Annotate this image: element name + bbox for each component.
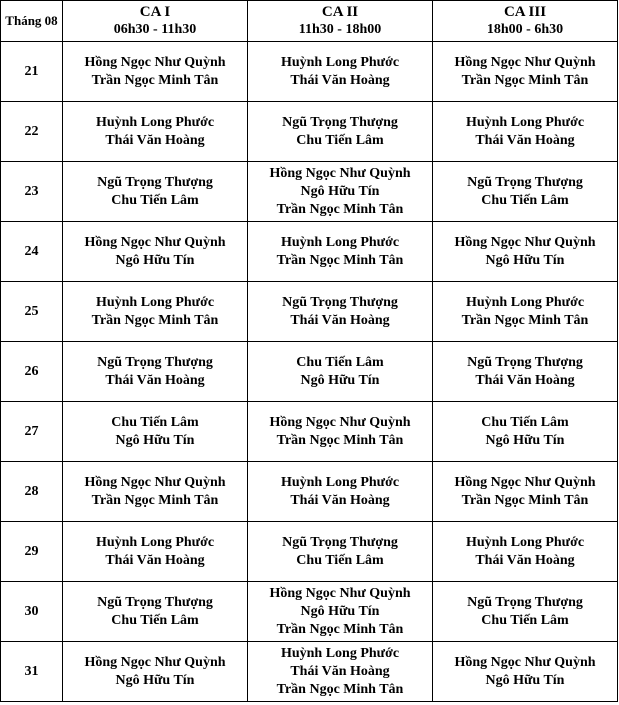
- day-cell: 24: [1, 222, 63, 282]
- shift-name: CA I: [139, 4, 171, 20]
- staff-name: Hồng Ngọc Như Quỳnh: [269, 585, 411, 601]
- staff-name: Thái Văn Hoàng: [290, 72, 390, 88]
- shift-cell: [248, 42, 433, 102]
- staff-name: Ngũ Trọng Thượng: [282, 534, 398, 550]
- table-row: [1, 582, 618, 642]
- staff-name: Trần Ngọc Minh Tân: [276, 201, 404, 217]
- table-row: [1, 102, 618, 162]
- staff-name: Hồng Ngọc Như Quỳnh: [269, 165, 411, 181]
- table-row: [1, 462, 618, 522]
- day-cell: 26: [1, 342, 63, 402]
- staff-name: Thái Văn Hoàng: [105, 132, 205, 148]
- staff-name: Chu Tiến Lâm: [296, 132, 384, 148]
- day-cell: 25: [1, 282, 63, 342]
- table-body: [1, 42, 618, 702]
- shift-cell: [63, 282, 248, 342]
- shift-cell: [248, 462, 433, 522]
- shift-cell: [63, 222, 248, 282]
- day-cell: 29: [1, 522, 63, 582]
- table-row: [1, 42, 618, 102]
- table-row: [1, 402, 618, 462]
- shift-cell: [63, 42, 248, 102]
- staff-name: Ngô Hữu Tín: [485, 672, 565, 688]
- staff-name: Huỳnh Long Phước: [465, 114, 585, 130]
- staff-name: Chu Tiến Lâm: [111, 192, 199, 208]
- staff-name: Trần Ngọc Minh Tân: [276, 681, 404, 697]
- shift-cell: [433, 222, 618, 282]
- shift-cell: [248, 102, 433, 162]
- staff-name: Ngũ Trọng Thượng: [282, 294, 398, 310]
- staff-name: Chu Tiến Lâm: [481, 612, 569, 628]
- table-row: [1, 642, 618, 702]
- staff-name: Hồng Ngọc Như Quỳnh: [454, 654, 596, 670]
- shift-cell: [433, 522, 618, 582]
- staff-name: Ngũ Trọng Thượng: [97, 354, 213, 370]
- staff-name: Trần Ngọc Minh Tân: [461, 492, 589, 508]
- shift-name: CA III: [503, 4, 547, 20]
- shift-time: 06h30 - 11h30: [113, 22, 197, 37]
- staff-name: Hồng Ngọc Như Quỳnh: [454, 234, 596, 250]
- shift-cell: [248, 282, 433, 342]
- day-cell: 23: [1, 162, 63, 222]
- day-cell: 27: [1, 402, 63, 462]
- shift-cell: [433, 102, 618, 162]
- staff-name: Huỳnh Long Phước: [280, 645, 400, 661]
- staff-name: Hồng Ngọc Như Quỳnh: [84, 474, 226, 490]
- shift-cell: [63, 462, 248, 522]
- staff-name: Chu Tiến Lâm: [481, 414, 569, 430]
- shift-cell: [433, 162, 618, 222]
- staff-name: Thái Văn Hoàng: [475, 132, 575, 148]
- shift-cell: [248, 222, 433, 282]
- staff-name: Huỳnh Long Phước: [95, 114, 215, 130]
- table-row: [1, 522, 618, 582]
- shift-cell: [63, 402, 248, 462]
- staff-name: Trần Ngọc Minh Tân: [461, 72, 589, 88]
- shift-cell: [433, 582, 618, 642]
- shift-cell: [433, 642, 618, 702]
- staff-name: Huỳnh Long Phước: [465, 534, 585, 550]
- shift-header-3: [433, 1, 618, 42]
- day-cell: 21: [1, 42, 63, 102]
- staff-name: Ngô Hữu Tín: [115, 672, 195, 688]
- shift-cell: [63, 642, 248, 702]
- staff-name: Trần Ngọc Minh Tân: [91, 72, 219, 88]
- staff-name: Thái Văn Hoàng: [290, 312, 390, 328]
- shift-cell: [248, 642, 433, 702]
- staff-name: Ngô Hữu Tín: [485, 432, 565, 448]
- table-row: [1, 342, 618, 402]
- shift-time: 18h00 - 6h30: [486, 22, 564, 37]
- shift-cell: [248, 522, 433, 582]
- staff-name: Thái Văn Hoàng: [290, 492, 390, 508]
- shift-cell: [63, 162, 248, 222]
- shift-cell: [248, 402, 433, 462]
- staff-name: Trần Ngọc Minh Tân: [276, 252, 404, 268]
- staff-name: Thái Văn Hoàng: [105, 552, 205, 568]
- day-cell: 22: [1, 102, 63, 162]
- staff-name: Huỳnh Long Phước: [280, 54, 400, 70]
- staff-name: Huỳnh Long Phước: [280, 234, 400, 250]
- staff-name: Trần Ngọc Minh Tân: [91, 312, 219, 328]
- staff-name: Thái Văn Hoàng: [290, 663, 390, 679]
- day-cell: 31: [1, 642, 63, 702]
- staff-name: Chu Tiến Lâm: [481, 192, 569, 208]
- shift-cell: [248, 162, 433, 222]
- shift-name: CA II: [321, 4, 359, 20]
- table-row: [1, 162, 618, 222]
- staff-name: Ngũ Trọng Thượng: [97, 174, 213, 190]
- shift-cell: [433, 402, 618, 462]
- shift-cell: [63, 582, 248, 642]
- shift-cell: [248, 582, 433, 642]
- shift-cell: [433, 42, 618, 102]
- shift-cell: [63, 342, 248, 402]
- staff-name: Hồng Ngọc Như Quỳnh: [84, 654, 226, 670]
- staff-name: Hồng Ngọc Như Quỳnh: [454, 54, 596, 70]
- staff-name: Ngũ Trọng Thượng: [282, 114, 398, 130]
- staff-name: Huỳnh Long Phước: [95, 294, 215, 310]
- staff-name: Hồng Ngọc Như Quỳnh: [84, 234, 226, 250]
- staff-name: Chu Tiến Lâm: [111, 612, 199, 628]
- day-cell: 30: [1, 582, 63, 642]
- staff-name: Thái Văn Hoàng: [105, 372, 205, 388]
- staff-name: Chu Tiến Lâm: [296, 552, 384, 568]
- shift-time: 11h30 - 18h00: [298, 22, 382, 37]
- table-header: [1, 1, 618, 42]
- staff-name: Ngô Hữu Tín: [300, 372, 380, 388]
- staff-name: Huỳnh Long Phước: [465, 294, 585, 310]
- shift-cell: [433, 462, 618, 522]
- staff-name: Huỳnh Long Phước: [280, 474, 400, 490]
- staff-name: Chu Tiến Lâm: [296, 354, 384, 370]
- day-cell: 28: [1, 462, 63, 522]
- shift-cell: [63, 102, 248, 162]
- staff-name: Hồng Ngọc Như Quỳnh: [84, 54, 226, 70]
- staff-name: Trần Ngọc Minh Tân: [276, 621, 404, 637]
- staff-name: Ngũ Trọng Thượng: [467, 354, 583, 370]
- staff-name: Trần Ngọc Minh Tân: [461, 312, 589, 328]
- staff-name: Trần Ngọc Minh Tân: [91, 492, 219, 508]
- staff-name: Ngũ Trọng Thượng: [467, 594, 583, 610]
- staff-name: Ngô Hữu Tín: [300, 183, 380, 199]
- staff-name: Chu Tiến Lâm: [111, 414, 199, 430]
- staff-name: Trần Ngọc Minh Tân: [276, 432, 404, 448]
- shift-cell: [433, 282, 618, 342]
- shift-header-1: [63, 1, 248, 42]
- table-row: [1, 282, 618, 342]
- staff-name: Hồng Ngọc Như Quỳnh: [454, 474, 596, 490]
- shift-cell: [63, 522, 248, 582]
- staff-name: Ngũ Trọng Thượng: [467, 174, 583, 190]
- staff-name: Thái Văn Hoàng: [475, 552, 575, 568]
- shift-cell: [433, 342, 618, 402]
- shift-cell: [248, 342, 433, 402]
- staff-name: Ngô Hữu Tín: [115, 252, 195, 268]
- month-header: Tháng 08: [1, 1, 63, 42]
- staff-name: Thái Văn Hoàng: [475, 372, 575, 388]
- staff-name: Ngô Hữu Tín: [300, 603, 380, 619]
- header-row: [1, 1, 618, 42]
- staff-name: Hồng Ngọc Như Quỳnh: [269, 414, 411, 430]
- shift-header-2: [248, 1, 433, 42]
- staff-name: Ngũ Trọng Thượng: [97, 594, 213, 610]
- staff-name: Ngô Hữu Tín: [115, 432, 195, 448]
- table-row: [1, 222, 618, 282]
- staff-name: Ngô Hữu Tín: [485, 252, 565, 268]
- staff-name: Huỳnh Long Phước: [95, 534, 215, 550]
